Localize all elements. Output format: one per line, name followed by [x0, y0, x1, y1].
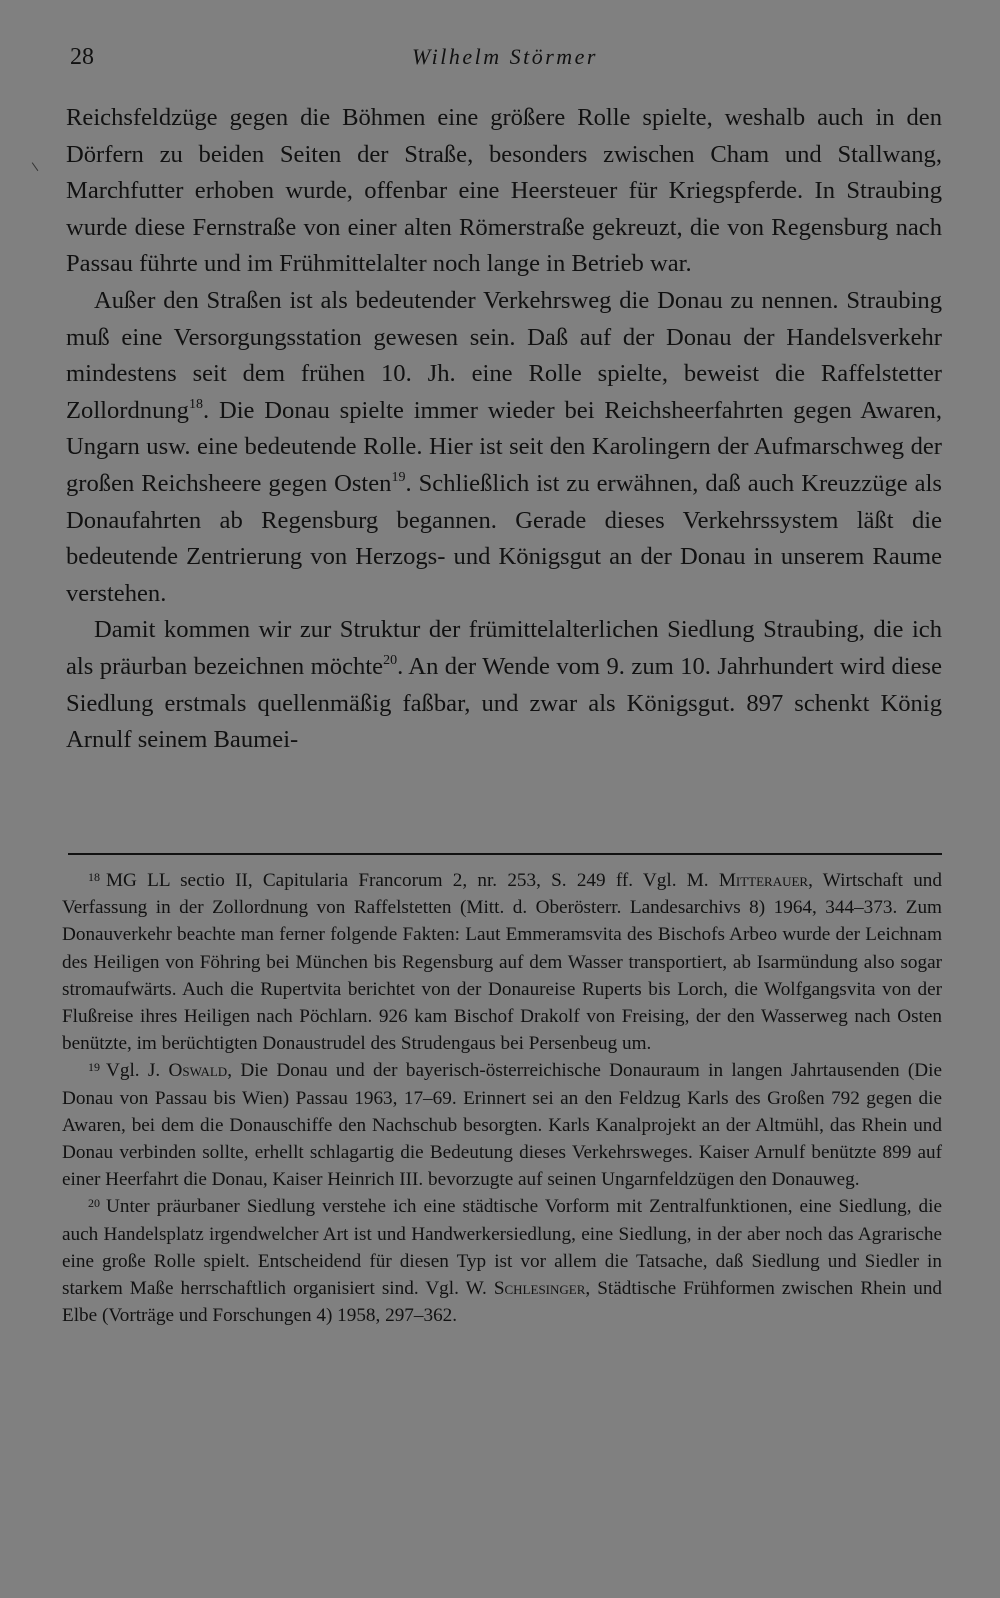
main-text [66, 100, 942, 759]
footnote-author: Mitterauer [718, 870, 809, 891]
footnote-number: 20 [88, 1196, 100, 1211]
paragraph-2-text-c: . Schließlich ist zu erwähnen, daß auch Kreuzzüge als Donaufahrten ab Regensburg begannen. Gerade dieses Verkehrssystem läßt die bedeutende Zentrierung von Herzogs- und Königsgut an der Donau in unserem Raume verstehen. [66, 469, 942, 607]
paragraph-3 [66, 612, 942, 758]
footnote-text: Unter präurbaner Siedlung verstehe ich eine städtische Vorform mit Zentralfunktionen, eine Siedlung, die auch Handelsplatz irgendwelcher Art ist und Handwerkersiedlung, eine Siedlung, in der aber noch das Agrarische eine große Rolle spielt. Entscheidend für diesen Typ ist vor allem die Tatsache, daß Siedlung und Siedler in starkem Maße herrschaftlich organisiert sind. Vgl. W. [62, 1196, 942, 1300]
footnote-rule [68, 853, 942, 855]
running-head: Wilhelm Störmer [412, 44, 598, 69]
footnote-20 [62, 1193, 942, 1329]
footnote-ref-20: 20 [383, 652, 398, 668]
footnote-ref-18: 18 [188, 396, 203, 412]
paragraph-3-text-a: Damit kommen wir zur Struktur der frümittelalterlichen Siedlung Straubing, die ich als präurban bezeichnen möchte [66, 616, 942, 680]
footnote-text: , Städtische Frühformen zwischen Rhein und Elbe (Vorträge und Forschungen 4) 1958, 297–362. [62, 1278, 943, 1327]
footnote-author: Schlesinger [493, 1278, 586, 1300]
paragraph-2 [66, 283, 942, 612]
footnote-text: , Wirtschaft und Verfassung in der Zollordnung von Raffelstetten (Mitt. d. Oberösterr. Landesarchivs 8) 1964, 344–373. Zum Donauverkehr beachte man ferner folgende Fakten: Laut Emmeramsvita des Bischofs Arbeo wurde der Leichnam des Heiligen von Föhring bei München bis Regensburg auf dem Wasser transportiert, ab Isarmündung also sogar stromaufwärts. Auch die Rupertvita berichtet von der Donaureise Ruperts bis Lorch, die Wolfgangsvita von der Flußreise ihres Heiligen nach Pöchlarn. 926 kam Bischof Drakolf von Freising, der den Wasserweg nach Osten benützte, im berüchtigten Donaustrudel des Strudengaus bei Persenbeug um. [62, 870, 942, 1055]
paragraph-3-text-b: . An der Wende vom 9. zum 10. Jahrhundert wird diese Siedlung erstmals quellenmäßig faßbar, und zwar als Königsgut. 897 schenkt König Arnulf seinem Baumei- [66, 652, 942, 754]
footnote-18 [62, 867, 942, 1057]
footnote-text: MG LL sectio II, Capitularia Francorum 2, nr. 253, S. 249 ff. Vgl. M. [106, 870, 719, 891]
paragraph-2-text-b: . Die Donau spielte immer wieder bei Reichsheerfahrten gegen Awaren, Ungarn usw. eine bedeutende Rolle. Hier ist seit den Karolingern der Aufmarschweg der großen Reichsheere gegen Osten [66, 396, 942, 497]
page-header [68, 44, 942, 80]
footnote-text: , Die Donau und der bayerisch-österreichische Donauraum in langen Jahrtausenden (Die Donau von Passau bis Wien) Passau 1963, 17–69. Erinnert sei an den Feldzug Karls des Großen 792 gegen die Awaren, bei dem die Donauschiffe den Nachschub besorgten. Karls Kanalprojekt an der Altmühl, das Rhein und Donau verbinden sollte, erhellt schlagartig die Bedeutung dieses Verkehrsweges. Kaiser Arnulf benützte 899 auf einer Heerfahrt die Donau, Kaiser Heinrich III. bevorzugte auf seinen Ungarnfeldzügen den Donauweg. [62, 1060, 943, 1191]
margin-mark [32, 159, 43, 171]
footnote-ref-19: 19 [391, 469, 406, 485]
footnote-text: Vgl. J. [106, 1060, 169, 1082]
footnote-number: 19 [88, 1060, 100, 1075]
footnote-author: Oswald [168, 1060, 228, 1082]
footnote-19 [62, 1057, 942, 1193]
page-number: 28 [70, 44, 94, 70]
footnotes [62, 867, 942, 1329]
paragraph-2-text-a: Außer den Straßen ist als bedeutender Verkehrsweg die Donau zu nennen. Straubing muß eine Versorgungsstation gewesen sein. Daß auf der Donau der Handelsverkehr mindestens seit dem frühen 10. Jh. eine Rolle spielte, beweist die Raffelstetter Zollordnung [66, 286, 942, 424]
footnote-number: 18 [88, 870, 100, 884]
paragraph-1 [66, 100, 942, 283]
paragraph-1-text: Reichsfeldzüge gegen die Böhmen eine größere Rolle spielte, weshalb auch in den Dörfern zu beiden Seiten der Straße, besonders zwischen Cham und Stallwang, Marchfutter erhoben wurde, offenbar eine Heersteuer für Kriegspferde. In Straubing wurde diese Fernstraße von einer alten Römerstraße gekreuzt, die von Regensburg nach Passau führte und im Frühmittelalter noch lange in Betrieb war. [66, 104, 942, 278]
